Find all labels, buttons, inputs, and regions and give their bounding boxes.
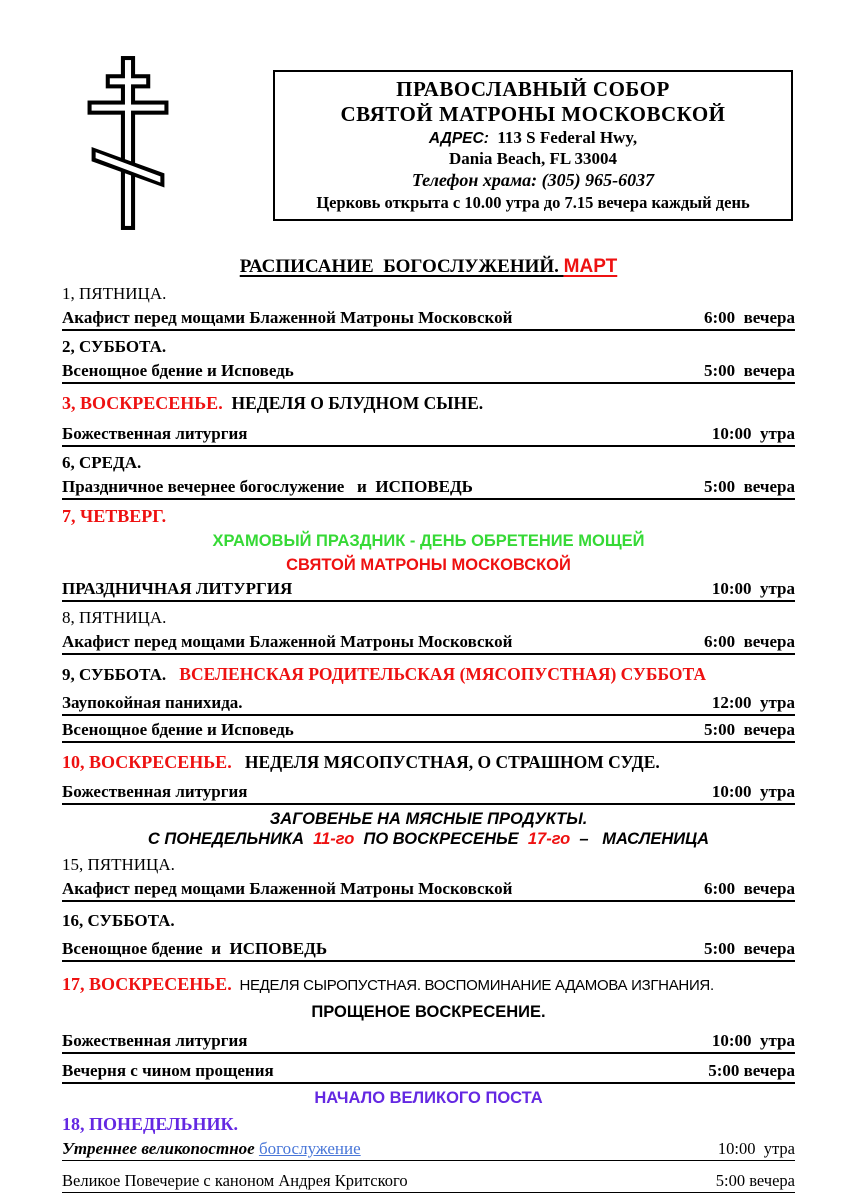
service-name-part: Утреннее великопостное	[62, 1139, 259, 1158]
day-row	[62, 911, 795, 931]
service-name: Акафист перед мощами Блаженной Матроны Московской	[62, 632, 513, 651]
schedule-title	[62, 256, 795, 278]
service-time: 10:00 утра	[711, 782, 795, 801]
service-name: Божественная литургия	[62, 782, 248, 801]
service-name: Акафист перед мощами Блаженной Матроны Московской	[62, 879, 513, 898]
service-row	[62, 693, 795, 716]
service-time: 5:00 вечера	[708, 1061, 795, 1080]
service-name: Вечерня с чином прощения	[62, 1061, 274, 1080]
service-name: ПРАЗДНИЧНАЯ ЛИТУРГИЯ	[62, 579, 293, 598]
notice-text: – МАСЛЕНИЦА	[570, 830, 710, 848]
day-label: 8, ПЯТНИЦА.	[62, 608, 167, 627]
notice-text: С ПОНЕДЕЛЬНИКА	[147, 830, 314, 848]
day-label: 1, ПЯТНИЦА.	[62, 284, 167, 303]
church-title-line1: ПРАВОСЛАВНЫЙ СОБОР	[396, 77, 670, 101]
day-label: 17, ВОСКРЕСЕНЬЕ.	[62, 974, 232, 994]
address-street: 113 S Federal Hwy,	[488, 127, 638, 147]
service-time: 5:00 вечера	[703, 939, 795, 958]
service-name: Всенощное бдение и ИСПОВЕДЬ	[62, 939, 328, 958]
service-row	[62, 361, 795, 384]
service-row	[62, 1061, 795, 1084]
feast-banner-green: ХРАМОВЫЙ ПРАЗДНИК - ДЕНЬ ОБРЕТЕНИЕ МОЩЕЙ	[212, 532, 645, 550]
church-title-line2: СВЯТОЙ МАТРОНЫ МОСКОВСКОЙ	[340, 101, 726, 126]
service-row	[62, 308, 795, 331]
service-time: 10:00 утра	[711, 579, 795, 598]
service-time: 12:00 утра	[711, 693, 795, 712]
day-row	[62, 608, 795, 628]
day-label: 9, СУББОТА.	[62, 665, 167, 684]
day-label: 6, СРЕДА.	[62, 453, 142, 472]
notice-text: ПО ВОСКРЕСЕНЬЕ	[354, 830, 528, 848]
day-row	[62, 284, 795, 304]
day-row	[62, 664, 795, 685]
day-label: 7, ЧЕТВЕРГ.	[62, 506, 167, 526]
church-info-box	[273, 70, 793, 221]
notice-date-11: 11-го	[313, 830, 355, 848]
day-row	[62, 752, 795, 773]
service-time: 5:00 вечера	[703, 477, 795, 496]
church-hours: Церковь открыта с 10.00 утра до 7.15 вечера каждый день	[316, 192, 750, 212]
service-time: 6:00 вечера	[703, 308, 795, 327]
service-link[interactable]: богослужение	[258, 1139, 361, 1158]
document-header	[62, 0, 795, 232]
service-name: Всенощное бдение и Исповедь	[62, 361, 294, 380]
day-note: НЕДЕЛЯ О БЛУДНОМ СЫНЕ.	[222, 393, 484, 413]
service-row	[62, 782, 795, 805]
feast-banner-red: СВЯТОЙ МАТРОНЫ МОСКОВСКОЙ	[286, 556, 571, 574]
church-address-line1	[281, 128, 785, 148]
day-row	[62, 337, 795, 357]
day-note: НЕДЕЛЯ СЫРОПУСТНАЯ. ВОСПОМИНАНИЕ АДАМОВА ИЗГНАНИЯ.	[231, 977, 714, 994]
day-row	[62, 855, 795, 875]
service-name: Праздничное вечернее богослужение и ИСПОВЕДЬ	[62, 477, 473, 496]
fast-notice-line2	[62, 830, 795, 849]
day-label: 15, ПЯТНИЦА.	[62, 855, 175, 874]
service-row	[62, 1031, 795, 1054]
forgiveness-sunday-banner: ПРОЩЕНОЕ ВОСКРЕСЕНИЕ.	[311, 1003, 546, 1021]
service-row	[62, 1139, 795, 1161]
service-row	[62, 477, 795, 500]
schedule-title-text: РАСПИСАНИЕ БОГОСЛУЖЕНИЙ.	[239, 256, 564, 277]
service-time: 6:00 вечера	[703, 879, 795, 898]
service-row	[62, 424, 795, 447]
service-time: 5:00 вечера	[703, 361, 795, 380]
great-lent-banner: НАЧАЛО ВЕЛИКОГО ПОСТА	[314, 1089, 543, 1107]
fast-notice-line1: ЗАГОВЕНЬЕ НА МЯСНЫЕ ПРОДУКТЫ.	[269, 810, 588, 828]
service-time: 10:00 утра	[717, 1139, 795, 1158]
address-label: АДРЕС:	[428, 129, 489, 147]
service-name: Заупокойная панихида.	[62, 693, 243, 712]
church-phone: Телефон храма: (305) 965-6037	[411, 169, 655, 190]
day-label: 18, ПОНЕДЕЛЬНИК.	[62, 1114, 239, 1134]
service-row	[62, 1171, 795, 1193]
service-time: 6:00 вечера	[703, 632, 795, 651]
day-row	[62, 393, 795, 414]
day-row	[62, 974, 795, 995]
service-name: Великое Повечерие с каноном Андрея Критского	[62, 1171, 408, 1190]
service-time: 10:00 утра	[711, 424, 795, 443]
day-row	[62, 453, 795, 473]
notice-date-17: 17-го	[527, 830, 571, 848]
orthodox-cross-icon	[85, 54, 171, 232]
service-row	[62, 579, 795, 602]
day-note: НЕДЕЛЯ МЯСОПУСТНАЯ, О СТРАШНОМ СУДЕ.	[231, 752, 660, 772]
service-time: 5:00 вечера	[715, 1171, 795, 1190]
service-name: Всенощное бдение и Исповедь	[62, 720, 294, 739]
day-label: 16, СУББОТА.	[62, 911, 175, 930]
day-label: 3, ВОСКРЕСЕНЬЕ.	[62, 393, 223, 413]
service-name: Акафист перед мощами Блаженной Матроны Московской	[62, 308, 513, 327]
service-name	[62, 1139, 361, 1159]
service-name: Божественная литургия	[62, 424, 248, 443]
service-row	[62, 720, 795, 743]
service-time: 10:00 утра	[711, 1031, 795, 1050]
day-row	[62, 1114, 795, 1135]
service-name: Божественная литургия	[62, 1031, 248, 1050]
day-label: 10, ВОСКРЕСЕНЬЕ.	[62, 752, 232, 772]
service-row	[62, 632, 795, 655]
church-address-line2: Dania Beach, FL 33004	[448, 148, 618, 168]
service-row	[62, 879, 795, 902]
service-time: 5:00 вечера	[703, 720, 795, 739]
day-row	[62, 506, 795, 527]
schedule-month: МАРТ	[563, 256, 618, 277]
day-note: ВСЕЛЕНСКАЯ РОДИТЕЛЬСКАЯ (МЯСОПУСТНАЯ) СУББОТА	[166, 664, 706, 684]
day-label: 2, СУББОТА.	[62, 337, 167, 356]
service-row	[62, 939, 795, 962]
